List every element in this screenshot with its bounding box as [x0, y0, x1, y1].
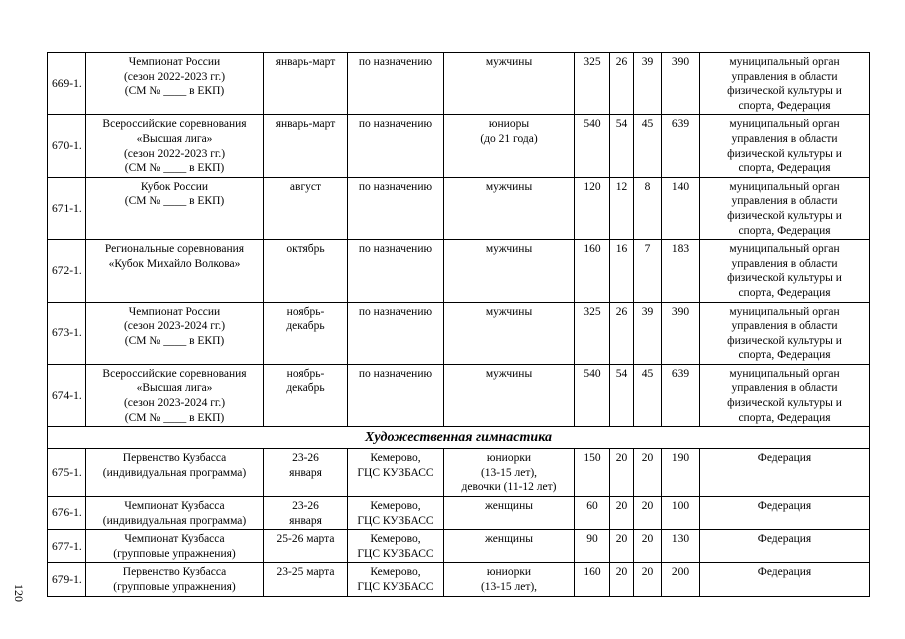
row-number: 673-1.	[48, 302, 86, 364]
count-judges: 20	[634, 497, 662, 530]
count-trainers: 20	[610, 563, 634, 596]
event-name: Всероссийские соревнования «Высшая лига» (сезон 2023-2024 гг.) (СМ № ____ в ЕКП)	[86, 364, 264, 426]
participants: юниорки (13-15 лет), девочки (11-12 лет)	[444, 449, 575, 497]
event-dates: 23-26 января	[264, 497, 348, 530]
participants: юниорки (13-15 лет),	[444, 563, 575, 596]
count-total: 100	[662, 497, 700, 530]
count-total: 130	[662, 530, 700, 563]
count-trainers: 20	[610, 530, 634, 563]
row-number: 676-1.	[48, 497, 86, 530]
event-place: по назначению	[348, 177, 444, 239]
count-total: 390	[662, 302, 700, 364]
table-row	[48, 240, 870, 302]
event-dates: 25-26 марта	[264, 530, 348, 563]
count-athletes: 150	[575, 449, 610, 497]
event-place: Кемерово, ГЦС КУЗБАСС	[348, 530, 444, 563]
event-name: Чемпионат России (сезон 2022-2023 гг.) (СМ № ____ в ЕКП)	[86, 53, 264, 115]
table-body-lower	[48, 449, 870, 596]
count-trainers: 54	[610, 115, 634, 177]
event-name: Первенство Кузбасса (групповые упражнения)	[86, 563, 264, 596]
table-row	[48, 302, 870, 364]
count-athletes: 60	[575, 497, 610, 530]
event-name: Первенство Кузбасса (индивидуальная программа)	[86, 449, 264, 497]
table-row	[48, 563, 870, 596]
organizer: муниципальный орган управления в области физической культуры и спорта, Федерация	[700, 364, 870, 426]
table-row	[48, 449, 870, 497]
participants: мужчины	[444, 53, 575, 115]
event-place: Кемерово, ГЦС КУЗБАСС	[348, 497, 444, 530]
count-trainers: 20	[610, 497, 634, 530]
count-trainers: 16	[610, 240, 634, 302]
table-row	[48, 497, 870, 530]
event-name: Региональные соревнования «Кубок Михайло Волкова»	[86, 240, 264, 302]
organizer: муниципальный орган управления в области физической культуры и спорта, Федерация	[700, 53, 870, 115]
count-athletes: 120	[575, 177, 610, 239]
participants: мужчины	[444, 302, 575, 364]
count-judges: 45	[634, 364, 662, 426]
event-dates: 23-26 января	[264, 449, 348, 497]
count-total: 390	[662, 53, 700, 115]
row-number: 670-1.	[48, 115, 86, 177]
organizer: муниципальный орган управления в области физической культуры и спорта, Федерация	[700, 302, 870, 364]
event-name: Чемпионат Кузбасса (групповые упражнения)	[86, 530, 264, 563]
event-dates: 23-25 марта	[264, 563, 348, 596]
page-number: 120	[12, 584, 26, 602]
table-row	[48, 364, 870, 426]
count-trainers: 12	[610, 177, 634, 239]
count-judges: 45	[634, 115, 662, 177]
count-trainers: 26	[610, 302, 634, 364]
count-total: 190	[662, 449, 700, 497]
organizer: Федерация	[700, 530, 870, 563]
count-athletes: 90	[575, 530, 610, 563]
count-trainers: 20	[610, 449, 634, 497]
event-dates: ноябрь- декабрь	[264, 364, 348, 426]
event-dates: январь-март	[264, 115, 348, 177]
participants: мужчины	[444, 177, 575, 239]
organizer: Федерация	[700, 497, 870, 530]
table-row	[48, 115, 870, 177]
schedule-table	[47, 52, 870, 597]
organizer: Федерация	[700, 563, 870, 596]
row-number: 669-1.	[48, 53, 86, 115]
event-place: по назначению	[348, 53, 444, 115]
participants: женщины	[444, 530, 575, 563]
table-row	[48, 53, 870, 115]
event-place: Кемерово, ГЦС КУЗБАСС	[348, 449, 444, 497]
count-trainers: 26	[610, 53, 634, 115]
count-athletes: 540	[575, 364, 610, 426]
count-total: 639	[662, 364, 700, 426]
participants: мужчины	[444, 240, 575, 302]
event-dates: август	[264, 177, 348, 239]
count-judges: 20	[634, 530, 662, 563]
count-athletes: 325	[575, 53, 610, 115]
participants: женщины	[444, 497, 575, 530]
count-judges: 20	[634, 563, 662, 596]
section-title: Художественная гимнастика	[48, 427, 870, 449]
count-total: 183	[662, 240, 700, 302]
participants: мужчины	[444, 364, 575, 426]
event-name: Чемпионат Кузбасса (индивидуальная программа)	[86, 497, 264, 530]
count-total: 140	[662, 177, 700, 239]
count-judges: 20	[634, 449, 662, 497]
event-place: по назначению	[348, 302, 444, 364]
event-dates: октябрь	[264, 240, 348, 302]
count-judges: 7	[634, 240, 662, 302]
organizer: муниципальный орган управления в области физической культуры и спорта, Федерация	[700, 240, 870, 302]
count-athletes: 160	[575, 240, 610, 302]
table-row	[48, 530, 870, 563]
count-judges: 8	[634, 177, 662, 239]
organizer: муниципальный орган управления в области физической культуры и спорта, Федерация	[700, 115, 870, 177]
count-total: 639	[662, 115, 700, 177]
count-athletes: 540	[575, 115, 610, 177]
count-trainers: 54	[610, 364, 634, 426]
count-judges: 39	[634, 53, 662, 115]
event-dates: январь-март	[264, 53, 348, 115]
organizer: Федерация	[700, 449, 870, 497]
event-place: по назначению	[348, 364, 444, 426]
participants: юниоры (до 21 года)	[444, 115, 575, 177]
event-name: Кубок России (СМ № ____ в ЕКП)	[86, 177, 264, 239]
event-place: по назначению	[348, 115, 444, 177]
count-athletes: 325	[575, 302, 610, 364]
count-athletes: 160	[575, 563, 610, 596]
count-judges: 39	[634, 302, 662, 364]
event-place: по назначению	[348, 240, 444, 302]
event-dates: ноябрь- декабрь	[264, 302, 348, 364]
event-name: Всероссийские соревнования «Высшая лига» (сезон 2022-2023 гг.) (СМ № ____ в ЕКП)	[86, 115, 264, 177]
table-body-upper	[48, 53, 870, 427]
organizer: муниципальный орган управления в области физической культуры и спорта, Федерация	[700, 177, 870, 239]
row-number: 674-1.	[48, 364, 86, 426]
row-number: 677-1.	[48, 530, 86, 563]
row-number: 672-1.	[48, 240, 86, 302]
event-place: Кемерово, ГЦС КУЗБАСС	[348, 563, 444, 596]
row-number: 679-1.	[48, 563, 86, 596]
event-name: Чемпионат России (сезон 2023-2024 гг.) (СМ № ____ в ЕКП)	[86, 302, 264, 364]
count-total: 200	[662, 563, 700, 596]
table-row	[48, 177, 870, 239]
row-number: 675-1.	[48, 449, 86, 497]
section-row	[48, 427, 870, 449]
row-number: 671-1.	[48, 177, 86, 239]
